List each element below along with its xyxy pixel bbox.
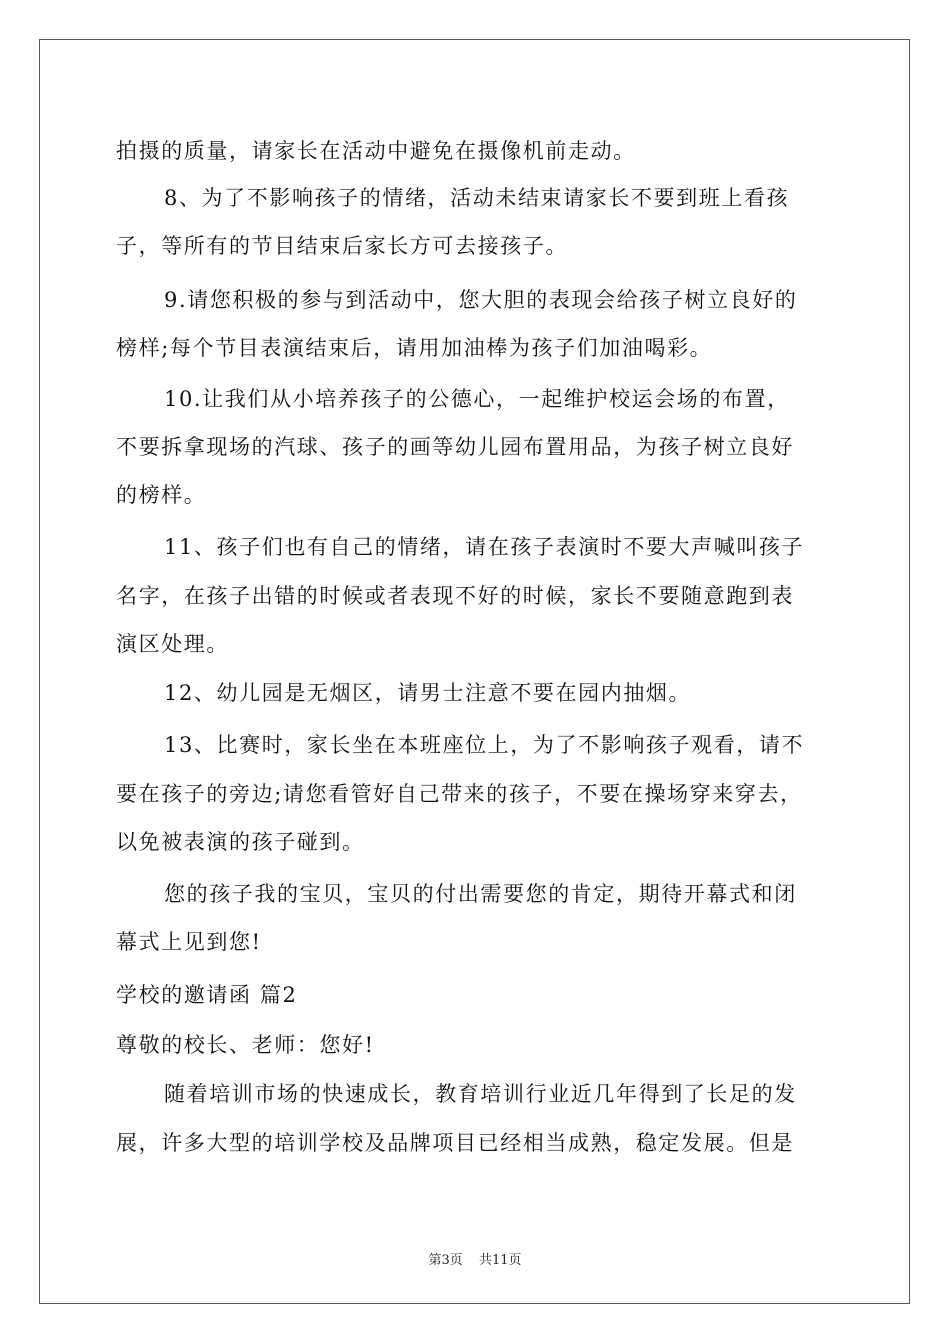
text-line: 榜样;每个节目表演结束后，请用加油棒为孩子们加油喝彩。	[116, 336, 713, 360]
text-line: 您的孩子我的宝贝，宝贝的付出需要您的肯定，期待开幕式和闭	[164, 882, 797, 906]
text-line: 12、幼儿园是无烟区，请男士注意不要在园内抽烟。	[164, 681, 692, 705]
section-heading: 学校的邀请函 篇2	[116, 983, 298, 1007]
text-line: 不要拆拿现场的汽球、孩子的画等幼儿园布置用品，为孩子树立良好	[116, 435, 794, 459]
text-line: 拍摄的质量，请家长在活动中避免在摄像机前走动。	[116, 139, 636, 163]
page-footer	[0, 1249, 950, 1268]
text-line: 的榜样。	[116, 483, 207, 507]
text-line: 要在孩子的旁边;请您看管好自己带来的孩子，不要在操场穿来穿去，	[116, 782, 803, 806]
text-line: 展，许多大型的培训学校及品牌项目已经相当成熟，稳定发展。但是	[116, 1131, 794, 1155]
text-line: 8、为了不影响孩子的情绪，活动未结束请家长不要到班上看孩	[164, 186, 790, 210]
text-line: 以免被表演的孩子碰到。	[116, 830, 365, 854]
page-total: 共11页	[478, 1253, 522, 1268]
text-line: 幕式上见到您!	[116, 930, 262, 954]
text-line: 13、比赛时，家长坐在本班座位上，为了不影响孩子观看，请不	[164, 733, 805, 757]
text-line: 随着培训市场的快速成长，教育培训行业近几年得到了长足的发	[164, 1082, 797, 1106]
page-number: 第3页	[428, 1253, 463, 1268]
text-line: 11、孩子们也有自己的情绪，请在孩子表演时不要大声喊叫孩子	[164, 535, 805, 559]
text-line: 9.请您积极的参与到活动中，您大胆的表现会给孩子树立良好的	[164, 288, 798, 312]
text-line: 10.让我们从小培养孩子的公德心，一起维护校运会场的布置，	[164, 387, 790, 411]
text-line: 子，等所有的节目结束后家长方可去接孩子。	[116, 234, 568, 258]
text-line: 名字，在孩子出错的时候或者表现不好的时候，家长不要随意跑到表	[116, 584, 794, 608]
text-line: 演区处理。	[116, 632, 229, 656]
page-border	[39, 39, 910, 1304]
salutation: 尊敬的校长、老师：您好!	[116, 1033, 375, 1057]
